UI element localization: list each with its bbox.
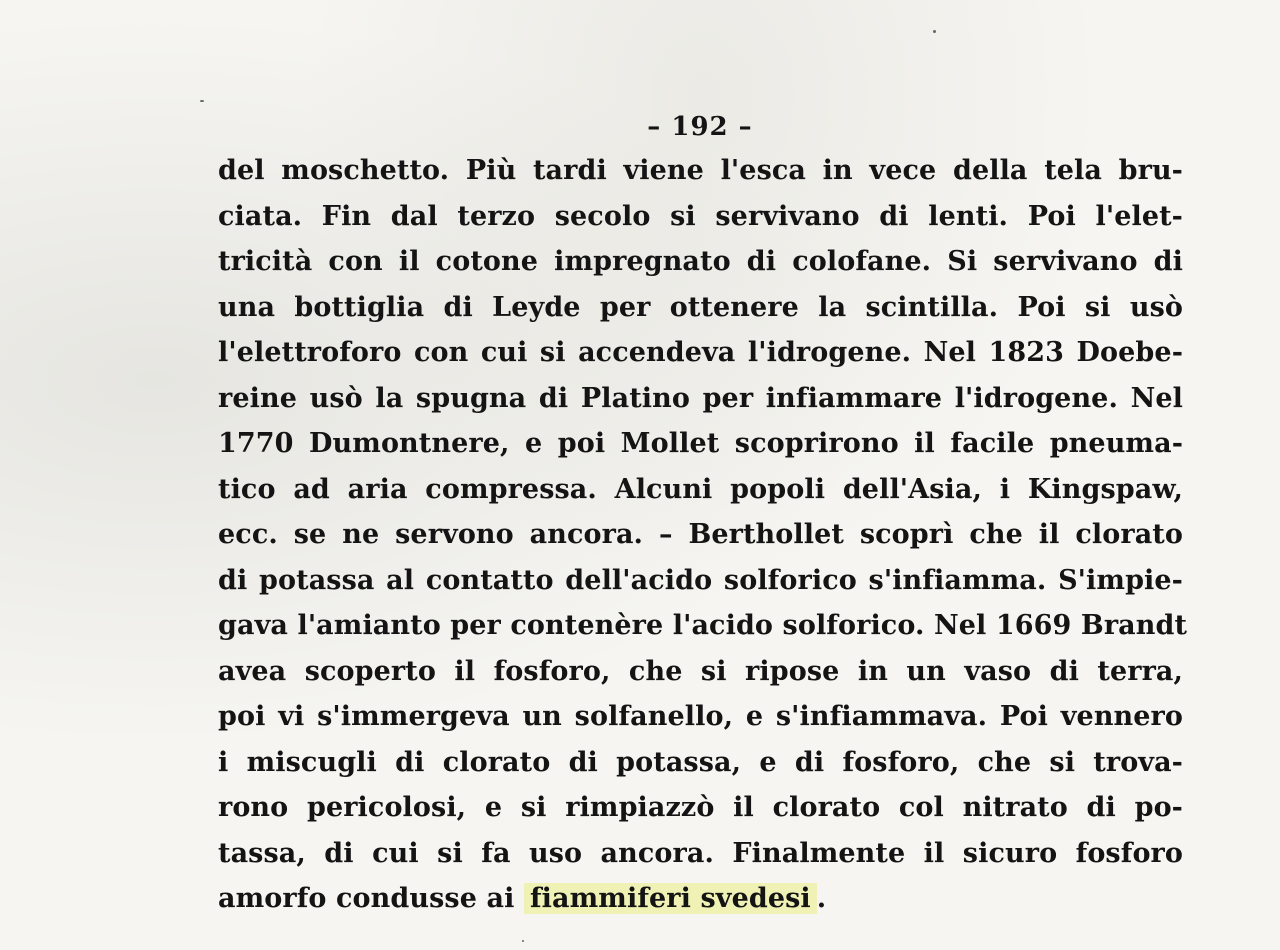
text-line: 1770 Dumontnere, e poi Mollet scoprirono il facile pneuma- bbox=[218, 428, 1183, 459]
text-line: ciata. Fin dal terzo secolo si servivano di lenti. Poi l'elet- bbox=[218, 200, 1183, 232]
text-line: poi vi s'immergeva un solfanello, e s'infiammava. Poi vennero bbox=[218, 701, 1183, 732]
text-line: rono pericolosi, e si rimpiazzò il clorato col nitrato di po- bbox=[218, 792, 1183, 823]
last-line-period: . bbox=[816, 883, 827, 914]
text-line: del moschetto. Più tardi viene l'esca in vece della tela bru- bbox=[218, 155, 1183, 186]
highlighted-phrase: fiammiferi svedesi bbox=[524, 883, 817, 914]
body-text bbox=[218, 148, 1188, 922]
text-line: gava l'amianto per contenère l'acido solforico. Nel 1669 Brandt bbox=[218, 610, 1188, 641]
text-line: i miscugli di clorato di potassa, e di fosforo, che si trova- bbox=[218, 746, 1183, 778]
text-line-last bbox=[218, 876, 1183, 922]
text-line: tico ad aria compressa. Alcuni popoli dell'Asia, i Kingspaw, bbox=[218, 473, 1183, 505]
text-line: di potassa al contatto dell'acido solforico s'infiamma. S'impie- bbox=[218, 564, 1183, 596]
text-line: l'elettroforo con cui si accendeva l'idrogene. Nel 1823 Doebe- bbox=[218, 337, 1183, 368]
paper-speck bbox=[522, 940, 524, 942]
paper-speck bbox=[933, 30, 936, 33]
page-number: – 192 – bbox=[647, 112, 753, 142]
text-line: reine usò la spugna di Platino per infiammare l'idrogene. Nel bbox=[218, 382, 1183, 414]
text-line: avea scoperto il fosforo, che si ripose in un vaso di terra, bbox=[218, 655, 1183, 687]
text-line: tassa, di cui si fa uso ancora. Finalmente il sicuro fosforo bbox=[218, 837, 1183, 869]
paper-speck bbox=[200, 100, 204, 102]
text-line: tricità con il cotone impregnato di colofane. Si servivano di bbox=[218, 246, 1183, 277]
text-line: ecc. se ne servono ancora. – Berthollet scoprì che il clorato bbox=[218, 519, 1183, 550]
text-line: una bottiglia di Leyde per ottenere la scintilla. Poi si usò bbox=[218, 291, 1183, 323]
last-line-text: amorfo condusse ai bbox=[218, 883, 515, 914]
